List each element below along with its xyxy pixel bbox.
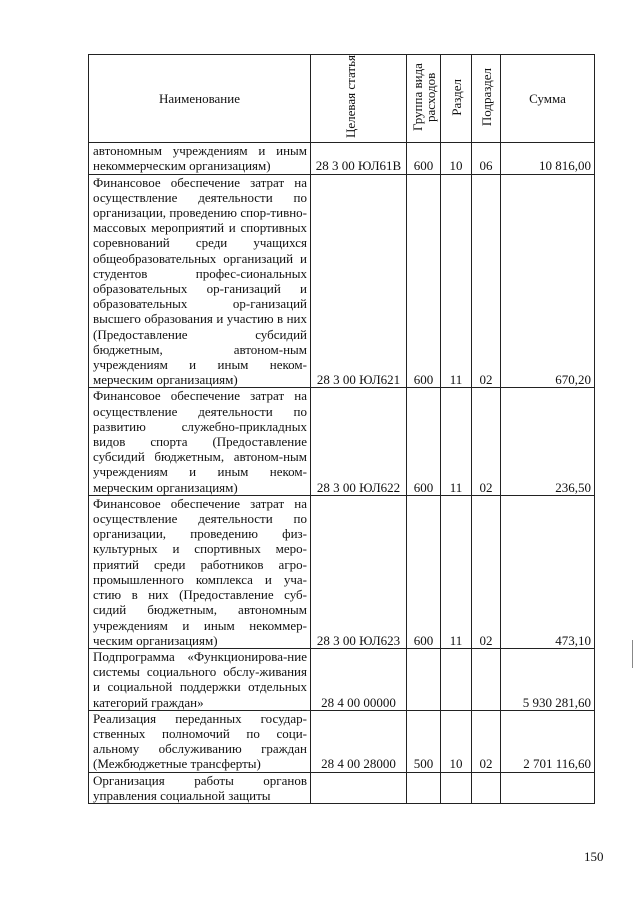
row-subsection: 02 <box>472 174 501 388</box>
table-row <box>89 710 595 772</box>
budget-table <box>88 54 595 804</box>
row-section <box>441 648 472 710</box>
row-subsection <box>472 648 501 710</box>
row-target: 28 3 00 ЮЛ623 <box>311 495 407 648</box>
row-target: 28 3 00 ЮЛ622 <box>311 388 407 495</box>
header-group: Группа вида расходов <box>407 55 441 143</box>
table-row <box>89 495 595 648</box>
table-row <box>89 648 595 710</box>
row-name: Финансовое обеспечение затрат на осуществление деятельности по организации, проведению физ-культурных и спортивных меро-приятий среди работников агро-промышленного комплекса и уча-стию в них (Предоставление суб-сидий бюджетным, автономным учреждениям и иным некоммер-ческим организациям) <box>89 495 311 648</box>
row-group: 500 <box>407 710 441 772</box>
row-section: 11 <box>441 495 472 648</box>
row-subsection: 02 <box>472 388 501 495</box>
row-group: 600 <box>407 388 441 495</box>
row-section: 11 <box>441 174 472 388</box>
header-subsection: Подраздел <box>472 55 501 143</box>
row-section <box>441 772 472 803</box>
row-subsection: 06 <box>472 143 501 174</box>
row-group <box>407 772 441 803</box>
header-section: Раздел <box>441 55 472 143</box>
table-row <box>89 772 595 803</box>
row-name: Финансовое обеспечение затрат на осуществление деятельности по организации, проведению спор-тивно-массовых мероприятий и спортивных соревнований среди учащихся общеобразовательных организаций и студентов профес-сиональных образовательных ор-ганизаций и образовательных ор-ганизаций высшего образования и участию в них (Предоставление субсидий бюджетным, автоном-ным учреждениям и иным неком-мерческим организациям) <box>89 174 311 388</box>
row-subsection <box>472 772 501 803</box>
row-section: 11 <box>441 388 472 495</box>
page-number: 150 <box>584 849 604 864</box>
row-sum <box>501 772 595 803</box>
table-header <box>89 55 595 143</box>
row-group: 600 <box>407 495 441 648</box>
row-sum: 236,50 <box>501 388 595 495</box>
row-sum: 670,20 <box>501 174 595 388</box>
row-sum: 10 816,00 <box>501 143 595 174</box>
row-group: 600 <box>407 143 441 174</box>
row-section: 10 <box>441 710 472 772</box>
row-subsection: 02 <box>472 495 501 648</box>
row-sum: 473,10 <box>501 495 595 648</box>
scan-edge-mark <box>632 640 633 668</box>
row-target <box>311 772 407 803</box>
row-name: Реализация переданных государ-ственных полномочий по соци-альному обслуживанию граждан (Межбюджетные трансферты) <box>89 710 311 772</box>
row-target: 28 3 00 ЮЛ61В <box>311 143 407 174</box>
row-sum: 5 930 281,60 <box>501 648 595 710</box>
row-group: 600 <box>407 174 441 388</box>
row-subsection: 02 <box>472 710 501 772</box>
header-target: Целевая статья <box>311 55 407 143</box>
row-target: 28 4 00 00000 <box>311 648 407 710</box>
row-name: Организация работы органов управления социальной защиты <box>89 772 311 803</box>
header-sum: Сумма <box>501 55 595 143</box>
table-row <box>89 388 595 495</box>
row-group <box>407 648 441 710</box>
row-name: Подпрограмма «Функционирова-ние системы социального обслу-живания и социальной поддержки отдельных категорий граждан» <box>89 648 311 710</box>
row-name: автономным учреждениям и иным некоммерческим организациям) <box>89 143 311 174</box>
row-section: 10 <box>441 143 472 174</box>
row-target: 28 4 00 28000 <box>311 710 407 772</box>
row-name: Финансовое обеспечение затрат на осуществление деятельности по развитию служебно-прикладных видов спорта (Предоставление субсидий бюджетным, автоном-ным учреждениям и иным неком-мерческим организациям) <box>89 388 311 495</box>
table-row <box>89 143 595 174</box>
row-sum: 2 701 116,60 <box>501 710 595 772</box>
row-target: 28 3 00 ЮЛ621 <box>311 174 407 388</box>
table-row <box>89 174 595 388</box>
header-name: Наименование <box>89 55 311 143</box>
